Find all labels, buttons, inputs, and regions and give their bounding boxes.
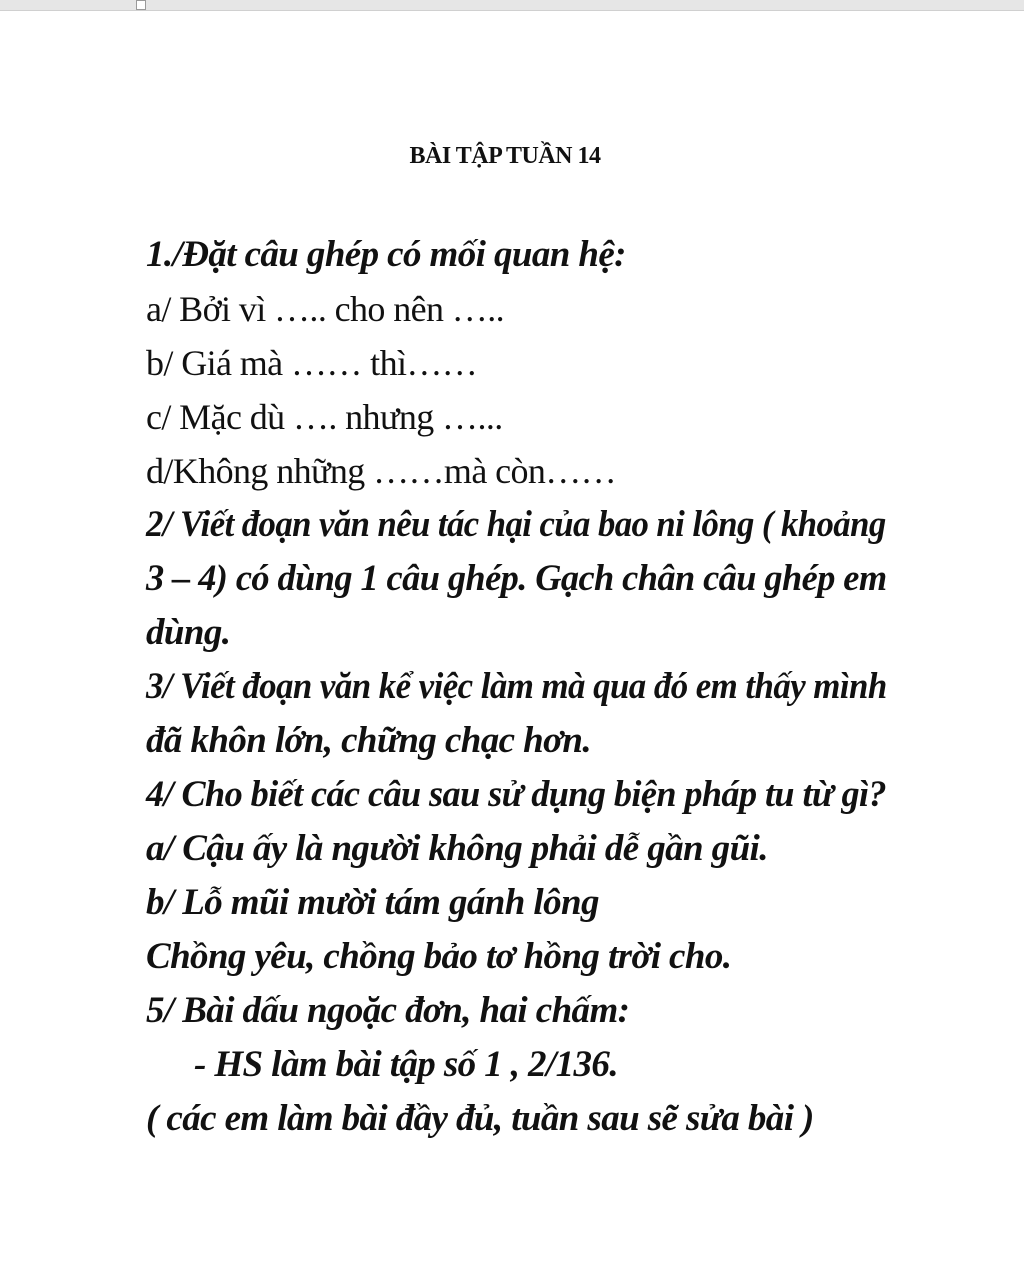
- exercise-5-heading: 5/ Bài dấu ngoặc đơn, hai chấm:: [146, 990, 630, 1031]
- exercise-1-item-a: a/ Bởi vì ….. cho nên …..: [146, 289, 504, 329]
- exercise-3-line-1: 3/ Viết đoạn văn kể việc làm mà qua đó em thấy mình: [146, 666, 887, 707]
- exercise-1-heading: 1./Đặt câu ghép có mối quan hệ:: [146, 234, 626, 275]
- exercise-1-item-b: b/ Giá mà …… thì……: [146, 343, 478, 383]
- resize-handle-icon[interactable]: [136, 0, 146, 10]
- exercise-4-item-a: a/ Cậu ấy là người không phải dễ gần gũi.: [146, 828, 768, 869]
- exercise-3-line-2: đã khôn lớn, chững chạc hơn.: [146, 720, 591, 761]
- exercise-4-item-b-line-2: Chồng yêu, chồng bảo tơ hồng trời cho.: [146, 936, 732, 977]
- exercise-5-task: - HS làm bài tập số 1 , 2/136.: [194, 1044, 618, 1085]
- exercise-list: [146, 228, 886, 1146]
- window-top-strip: [0, 0, 1024, 11]
- closing-note: ( các em làm bài đầy đủ, tuần sau sẽ sửa bài ): [146, 1098, 814, 1139]
- page-title: BÀI TẬP TUẦN 14: [409, 143, 601, 169]
- exercise-2-line-3: dùng.: [146, 612, 231, 653]
- exercise-1-item-d: d/Không những ……mà còn……: [146, 451, 617, 491]
- exercise-4-heading: 4/ Cho biết các câu sau sử dụng biện pháp tu từ gì?: [146, 774, 887, 815]
- exercise-2-line-1: 2/ Viết đoạn văn nêu tác hại của bao ni lông ( khoảng: [146, 504, 886, 545]
- exercise-2-line-2: 3 – 4) có dùng 1 câu ghép. Gạch chân câu ghép em: [146, 558, 887, 599]
- exercise-4-item-b-line-1: b/ Lỗ mũi mười tám gánh lông: [146, 882, 599, 923]
- exercise-1-item-c: c/ Mặc dù …. nhưng …...: [146, 397, 503, 437]
